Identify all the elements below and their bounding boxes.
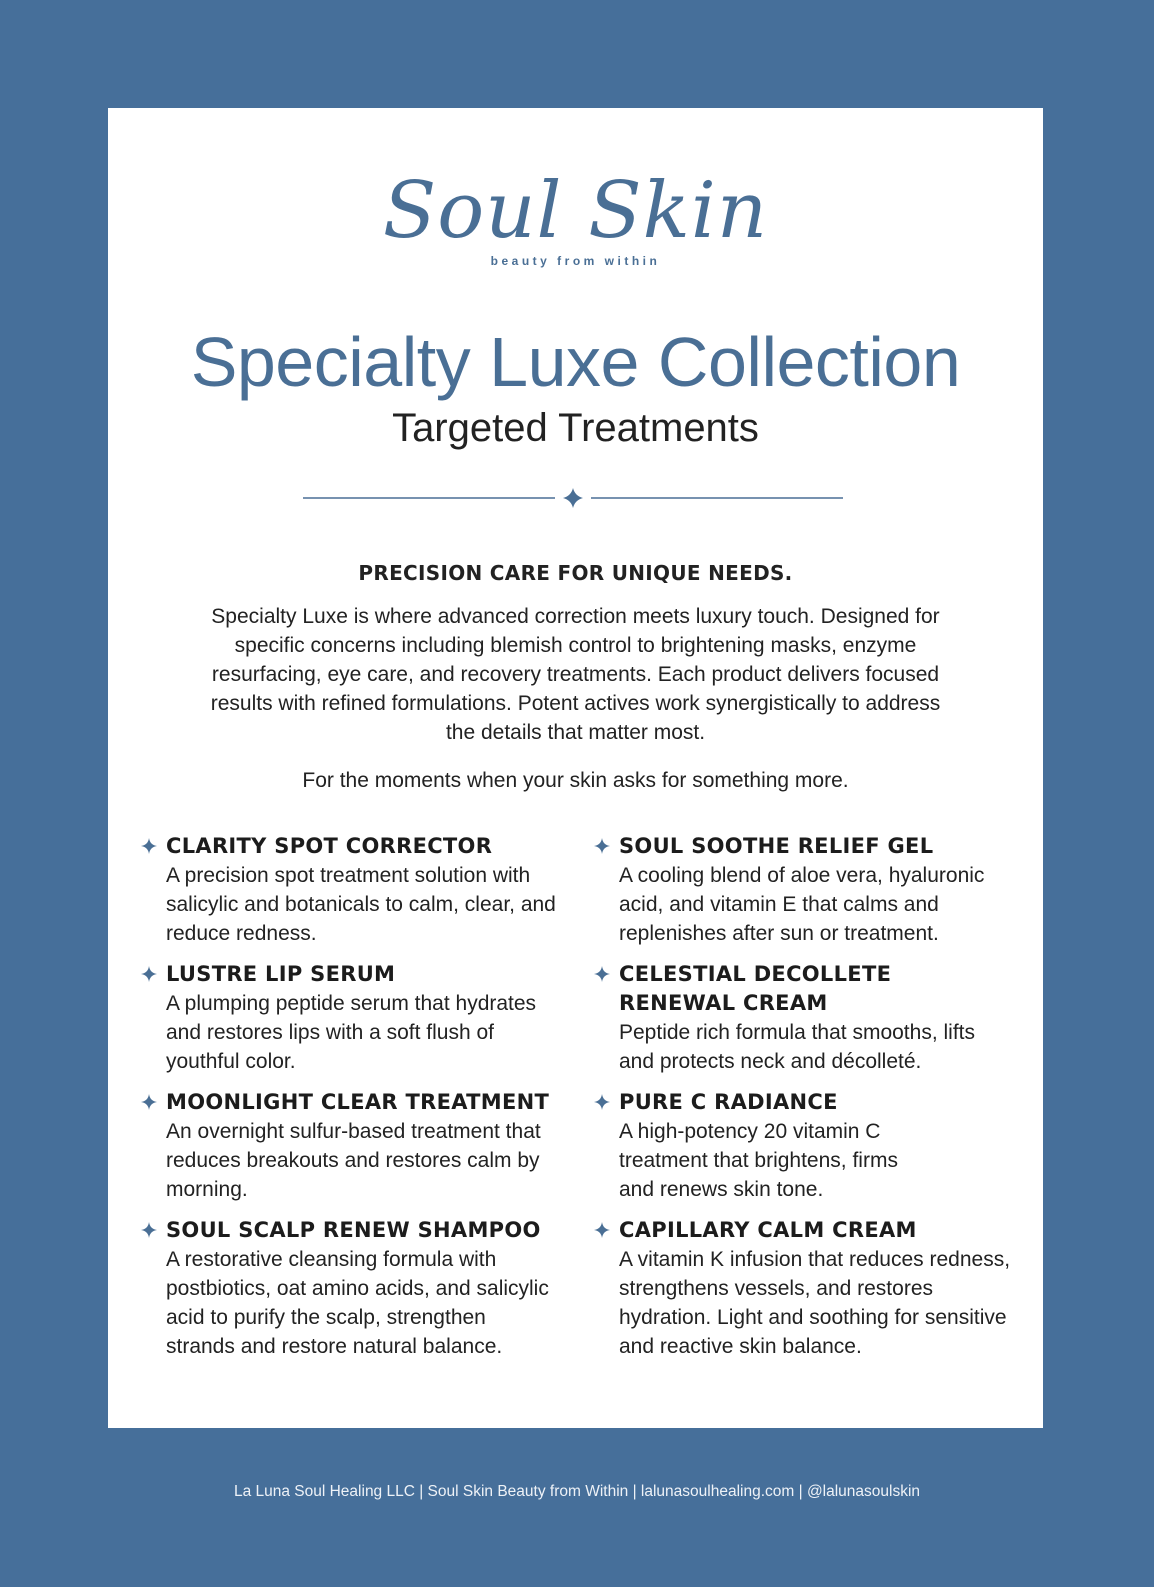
sparkle-icon	[593, 965, 611, 983]
logo-tagline: beauty from within	[490, 254, 661, 268]
sparkle-icon	[140, 1221, 158, 1239]
page-title: Specialty Luxe Collection	[190, 323, 961, 401]
product-description: A precision spot treatment solution with salicylic and botanicals to calm, clear, and reduce redness.	[166, 864, 556, 945]
sparkle-icon	[140, 965, 158, 983]
product-name: CLARITY SPOT CORRECTOR	[166, 834, 493, 858]
product-name: PURE C RADIANCE	[619, 1090, 838, 1114]
sparkle-icon	[563, 488, 583, 508]
product-description: A cooling blend of aloe vera, hyaluronic acid, and vitamin E that calms and replenishes after sun or treatment.	[619, 864, 985, 945]
product-item	[593, 960, 1013, 1076]
product-name: CELESTIAL DECOLLETE RENEWAL CREAM	[619, 962, 892, 1015]
sparkle-icon	[593, 1221, 611, 1239]
product-item	[593, 1088, 1013, 1204]
product-item	[140, 832, 560, 948]
product-name: CAPILLARY CALM CREAM	[619, 1218, 917, 1242]
sparkle-icon	[140, 1093, 158, 1111]
product-column-right	[593, 832, 1013, 1361]
product-description: An overnight sulfur-based treatment that reduces breakouts and restores calm by morning.	[166, 1120, 541, 1201]
product-item	[140, 1088, 560, 1204]
product-description: A plumping peptide serum that hydrates and restores lips with a soft flush of youthful color.	[166, 992, 537, 1073]
page-subtitle: Targeted Treatments	[392, 406, 759, 450]
brand-logo	[108, 166, 1043, 268]
product-column-left	[140, 832, 560, 1361]
sparkle-icon	[593, 1093, 611, 1111]
product-item	[140, 960, 560, 1076]
product-description: Peptide rich formula that smooths, lifts and protects neck and décolleté.	[619, 1021, 975, 1073]
product-item	[593, 832, 1013, 948]
section-divider	[303, 486, 843, 510]
intro-heading: PRECISION CARE FOR UNIQUE NEEDS.	[358, 561, 793, 585]
logo-wordmark: Soul Skin	[382, 166, 769, 256]
intro-tagline: For the moments when your skin asks for something more.	[302, 769, 849, 792]
product-description: A restorative cleansing formula with postbiotics, oat amino acids, and salicylic acid to purify the scalp, strengthen strands and restore natural balance.	[166, 1248, 549, 1358]
sparkle-icon	[140, 837, 158, 855]
product-description: A vitamin K infusion that reduces redness, strengthens vessels, and restores hydration. Light and soothing for sensitive and reactive skin balance.	[619, 1248, 1011, 1358]
intro-paragraph: Specialty Luxe is where advanced correction meets luxury touch. Designed for specific concerns including blemish control to brightening masks, enzyme resurfacing, eye care, and recovery treatments. Each product delivers focused results with refined formulations. Potent actives work synergistically to address the details that matter most.	[210, 605, 941, 744]
sparkle-icon	[593, 837, 611, 855]
product-item	[593, 1216, 1013, 1361]
product-name: SOUL SOOTHE RELIEF GEL	[619, 834, 934, 858]
product-name: SOUL SCALP RENEW SHAMPOO	[166, 1218, 541, 1242]
product-name: LUSTRE LIP SERUM	[166, 962, 396, 986]
product-item	[140, 1216, 560, 1361]
product-card	[108, 108, 1043, 1428]
product-description: A high-potency 20 vitamin C treatment that brightens, firms and renews skin tone.	[619, 1120, 898, 1201]
footer-text: La Luna Soul Healing LLC | Soul Skin Beauty from Within | lalunasoulhealing.com | @lalunasoulskin	[233, 1483, 921, 1500]
product-name: MOONLIGHT CLEAR TREATMENT	[166, 1090, 550, 1114]
